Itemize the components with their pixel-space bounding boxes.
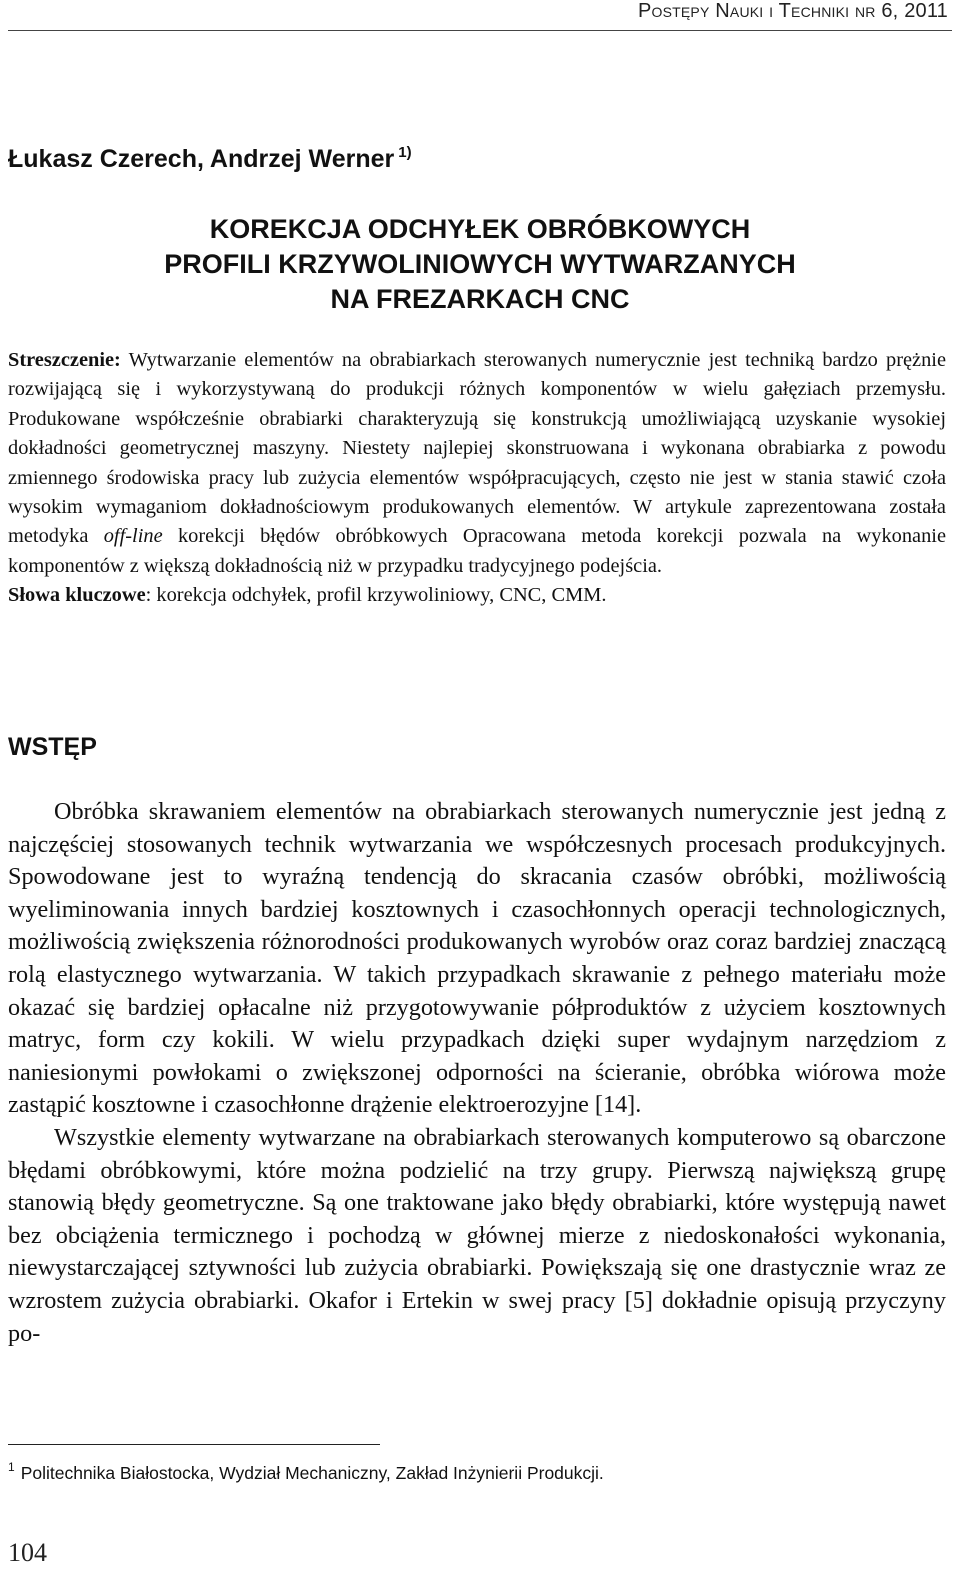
author-footnote-marker: 1) [398, 144, 412, 161]
footnote-text: Politechnika Białostocka, Wydział Mechaniczny, Zakład Inżynierii Produkcji. [20, 1463, 604, 1483]
abstract-italic-term: off-line [103, 525, 163, 548]
abstract [8, 346, 946, 611]
keywords-label: Słowa kluczowe [8, 584, 146, 607]
body-paragraph-2: Wszystkie elementy wytwarzane na obrabiarkach sterowanych komputerowo są obarczone błędami obróbkowymi, które można podzielić na trzy grupy. Pierwszą największą grupę stanowią błędy geometryczne. Są one traktowane jako błędy obrabiarki, które występują nawet bez obciążenia termicznego i pochodzą w głównej mierze z niedoskonałości wykonania, niewystarczającej sztywności lub zużycia obrabiarki. Powiększają się one drastycznie wraz ze wzrostem zużycia obrabiarki. Okafor i Ertekin w swej pracy [5] dokładnie opisują przyczyny po- [8, 1123, 946, 1347]
abstract-text-b: korekcji błędów obróbkowych Opracowana metoda korekcji pozwala na wykonanie komponentów z większą dokładnością niż w przypadku tradycyjnego podejścia. [8, 525, 946, 577]
page-number: 104 [8, 1538, 47, 1567]
running-header: Postępy Nauki i Techniki nr 6, 2011 [637, 0, 948, 22]
title-line-2: PROFILI KRZYWOLINIOWYCH WYTWARZANYCH [164, 249, 796, 279]
abstract-text-a: Wytwarzanie elementów na obrabiarkach sterowanych numerycznie jest techniką bardzo prężnie rozwijającą się i wykorzystywaną do produkcji różnych komponentów w wielu gałęziach przemysłu. Produkowane współcześnie obrabiarki charakteryzują się konstrukcją umożliwiającą uzyskanie wysokiej dokładności geometrycznej maszyny. Niestety najlepiej skonstruowana i wykonana obrabiarka z powodu zmiennego środowiska pracy lub zużycia elementów współpracujących, często nie jest w stania stawić czoła wysokim wymaganiom dokładnościowym produkowanych elementów. W artykule zaprezentowana została metodyka [8, 349, 946, 548]
section-body [8, 796, 946, 1350]
author-line [8, 144, 412, 174]
title-line-1: KOREKCJA ODCHYŁEK OBRÓBKOWYCH [209, 214, 751, 244]
abstract-body [8, 346, 946, 581]
article-title [0, 212, 960, 317]
keywords [8, 581, 946, 610]
keywords-text: : korekcja odchyłek, profil krzywoliniowy, CNC, CMM. [145, 584, 607, 607]
header-rule [8, 30, 952, 31]
footnote-rule [8, 1444, 380, 1445]
section-heading: WSTĘP [8, 733, 97, 761]
abstract-label: Streszczenie: [8, 349, 121, 371]
footnote [8, 1460, 604, 1484]
authors: Łukasz Czerech, Andrzej Werner [8, 145, 395, 173]
footnote-marker: 1 [8, 1460, 15, 1474]
title-line-3: NA FREZARKACH CNC [330, 284, 630, 314]
body-paragraph-1: Obróbka skrawaniem elementów na obrabiarkach sterowanych numerycznie jest jedną z najczęściej stosowanych technik wytwarzania we współczesnych procesach produkcyjnych. Spowodowane jest to wyraźną tendencją do skracania czasów obróbki, możliwością wyeliminowania innych bardziej kosztownych i czasochłonnych operacji technologicznych, możliwością zwiększenia różnorodności produkowanych wyrobów oraz coraz bardziej znaczącą rolą elastycznego wytwarzania. W takich przypadkach skrawanie z pełnego materiału może okazać się bardziej opłacalne niż przygotowywanie półproduktów z użyciem kosztownych matryc, form czy kokili. W wielu przypadkach dzięki super wydajnym narzędziom z naniesionymi powłokami o zwiększonej odporności na ścieranie, obróbka wiórowa może zastąpić kosztowne i czasochłonne drążenie elektroerozyjne [14]. [8, 798, 946, 1119]
